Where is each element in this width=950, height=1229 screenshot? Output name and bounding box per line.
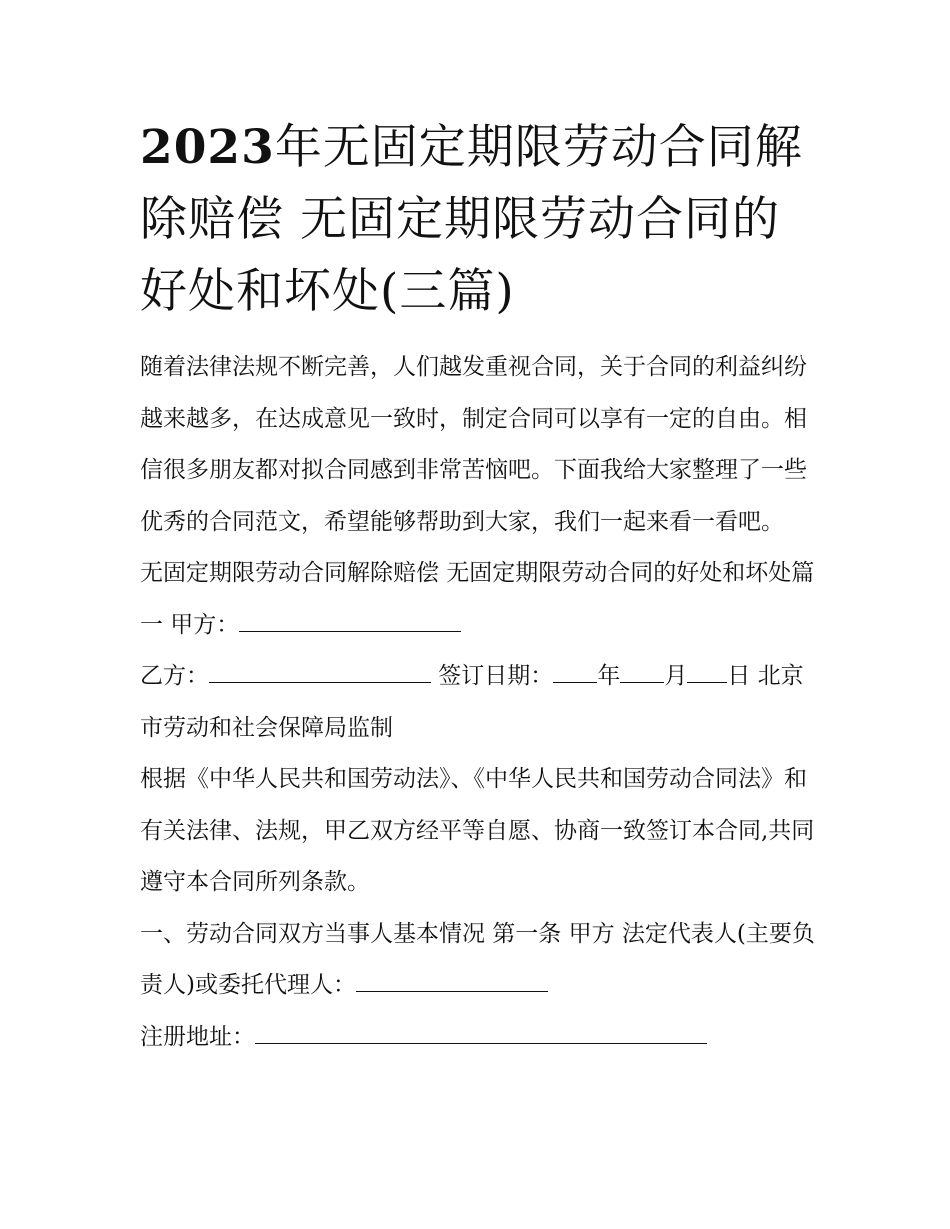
document-page — [140, 112, 820, 1063]
day-blank — [687, 660, 727, 683]
address-blank — [255, 1021, 707, 1044]
clause-one-text: 一、劳动合同双方当事人基本情况 第一条 甲方 法定代表人(主要负责人)或委托代理人： — [140, 920, 815, 998]
agent-blank — [356, 969, 548, 992]
title-text: 年无固定期限劳动合同解除赔偿 无固定期限劳动合同的好处和坏处(三篇) — [140, 120, 803, 319]
party-a-blank — [239, 609, 461, 632]
legal-basis-paragraph: 根据《中华人民共和国劳动法》、《中华人民共和国劳动合同法》和有关法律、法规，甲乙双方经平等自愿、协商一致签订本合同,共同遵守本合同所列条款。 — [140, 766, 815, 895]
clause-one-paragraph — [140, 909, 820, 1012]
year-label: 年 — [597, 663, 621, 689]
address-paragraph — [140, 1012, 820, 1064]
address-label: 注册地址： — [140, 1023, 255, 1050]
party-b-label: 乙方： — [140, 663, 209, 689]
supervisor-text: 北京市劳动和社会保障局监制 — [140, 663, 804, 741]
sign-date-label: 签订日期： — [431, 663, 554, 689]
section-heading: 无固定期限劳动合同解除赔偿 无固定期限劳动合同的好处和坏处篇一 甲方： — [140, 560, 815, 638]
party-b-paragraph — [140, 651, 820, 754]
month-blank — [620, 660, 664, 683]
title-year: 2023 — [140, 120, 275, 175]
party-b-blank — [209, 660, 431, 683]
document-title — [140, 112, 820, 328]
day-label: 日 — [727, 663, 751, 689]
month-label: 月 — [664, 663, 688, 689]
year-blank — [553, 660, 597, 683]
section-heading-paragraph — [140, 548, 820, 651]
document-body — [140, 342, 820, 1063]
intro-paragraph: 随着法律法规不断完善，人们越发重视合同，关于合同的利益纠纷越来越多，在达成意见一致时，制定合同可以享有一定的自由。相信很多朋友都对拟合同感到非常苦恼吧。下面我给大家整理了一些优秀的合同范文，希望能够帮助到大家，我们一起来看一看吧。 — [140, 354, 807, 535]
